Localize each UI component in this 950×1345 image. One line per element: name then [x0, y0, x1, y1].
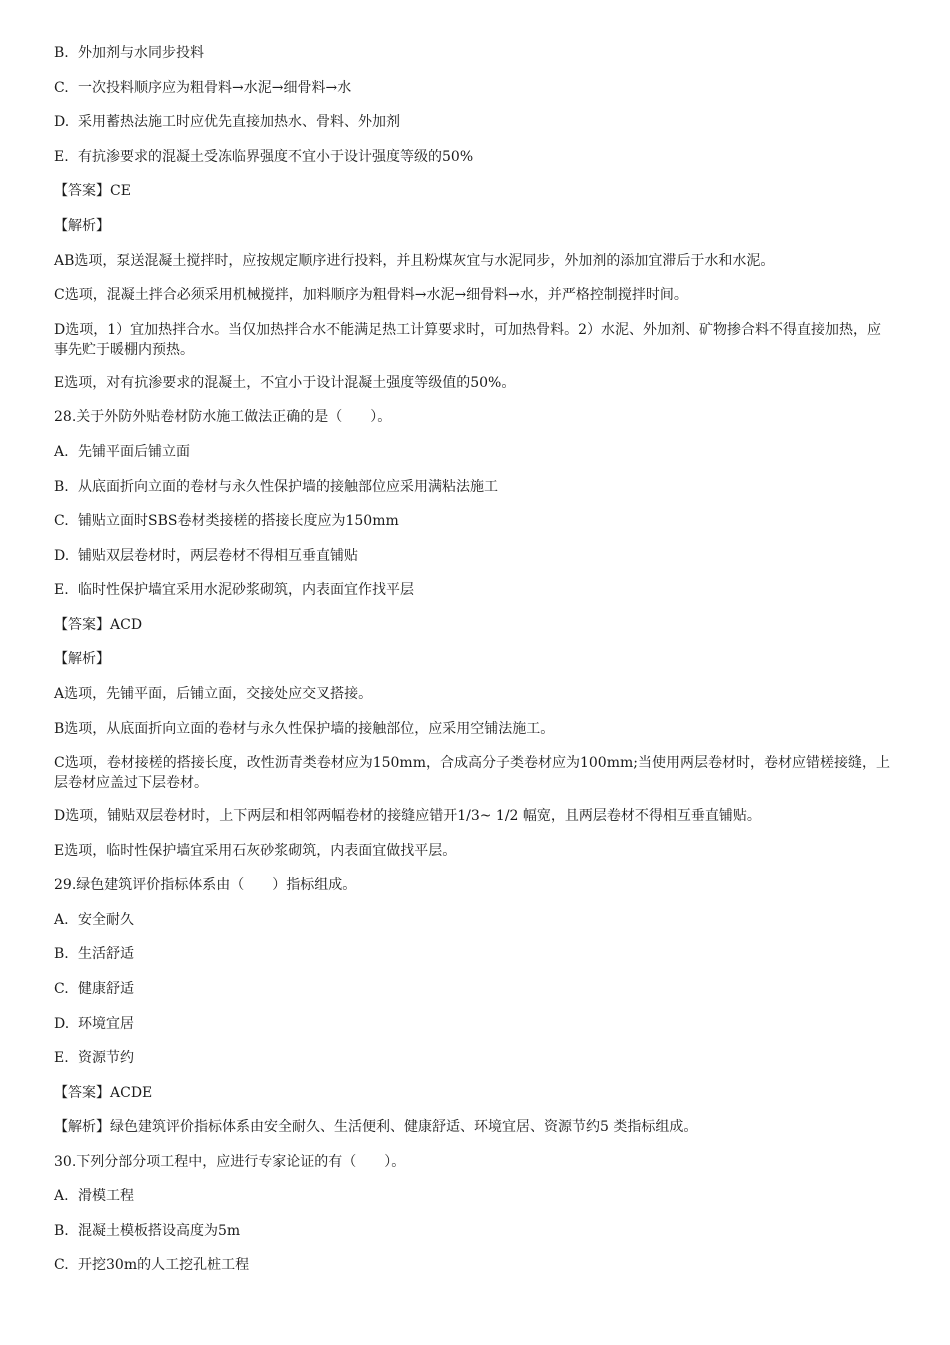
q29-option-d: D. 环境宜居 [54, 1016, 134, 1032]
q27-answer: 【答案】CE [54, 183, 131, 199]
q27-option-e: E. 有抗渗要求的混凝土受冻临界强度不宜小于设计强度等级的50% [54, 149, 474, 165]
q28-option-c: C. 铺贴立面时SBS卷材类接槎的搭接长度应为150mm [54, 513, 399, 529]
q28-analysis-e: E选项，临时性保护墙宜采用石灰砂浆砌筑，内表面宜做找平层。 [54, 843, 457, 859]
q28-analysis-a: A选项，先铺平面，后铺立面，交接处应交叉搭接。 [54, 686, 373, 702]
q30-option-a: A. 滑模工程 [54, 1188, 134, 1204]
q29-option-c: C. 健康舒适 [54, 981, 134, 997]
q28-option-b: B. 从底面折向立面的卷材与永久性保护墙的接触部位应采用满粘法施工 [54, 479, 498, 495]
q27-analysis-ab: AB选项，泵送混凝土搅拌时，应按规定顺序进行投料，并且粉煤灰宜与水泥同步，外加剂的添加宜滞后于水和水泥。 [54, 253, 775, 269]
q27-option-b: B. 外加剂与水同步投料 [54, 45, 204, 61]
q28-option-d: D. 铺贴双层卷材时，两层卷材不得相互垂直铺贴 [54, 548, 358, 564]
q27-option-d: D. 采用蓄热法施工时应优先直接加热水、骨料、外加剂 [54, 114, 400, 130]
q28-analysis-b: B选项，从底面折向立面的卷材与永久性保护墙的接触部位，应采用空铺法施工。 [54, 721, 555, 737]
q29-analysis: 【解析】绿色建筑评价指标体系由安全耐久、生活便利、健康舒适、环境宜居、资源节约5 类指标组成。 [54, 1119, 698, 1135]
q28-option-e: E. 临时性保护墙宜采用水泥砂浆砌筑，内表面宜作找平层 [54, 582, 414, 598]
q30-question: 30.下列分部分项工程中，应进行专家论证的有（ ）。 [54, 1154, 406, 1170]
q30-option-b: B. 混凝土模板搭设高度为5m [54, 1223, 241, 1239]
q28-answer: 【答案】ACD [54, 617, 143, 633]
q27-analysis-label: 【解析】 [54, 218, 110, 234]
q28-analysis-d: D选项，铺贴双层卷材时，上下两层和相邻两幅卷材的接缝应错开1/3~ 1/2 幅宽，且两层卷材不得相互垂直铺贴。 [54, 808, 761, 824]
q28-analysis-c: C选项，卷材接槎的搭接长度，改性沥青类卷材应为150mm，合成高分子类卷材应为100mm;当使用两层卷材时，卷材应错槎接缝，上层卷材应盖过下层卷材。 [54, 755, 890, 791]
q27-option-c: C. 一次投料顺序应为粗骨料→水泥→细骨料→水 [54, 80, 352, 96]
q29-option-e: E. 资源节约 [54, 1050, 134, 1066]
q29-question: 29.绿色建筑评价指标体系由（ ）指标组成。 [54, 877, 357, 893]
q29-answer: 【答案】ACDE [54, 1085, 153, 1101]
q28-option-a: A. 先铺平面后铺立面 [54, 444, 190, 460]
q29-option-b: B. 生活舒适 [54, 946, 134, 962]
q30-option-c: C. 开挖30m的人工挖孔桩工程 [54, 1257, 250, 1273]
q27-analysis-e: E选项，对有抗渗要求的混凝土，不宜小于设计混凝土强度等级值的50%。 [54, 375, 516, 391]
q28-question: 28.关于外防外贴卷材防水施工做法正确的是（ ）。 [54, 409, 392, 425]
q29-option-a: A. 安全耐久 [54, 912, 134, 928]
q27-analysis-d: D选项，1）宜加热拌合水。当仅加热拌合水不能满足热工计算要求时，可加热骨料。2）水泥、外加剂、矿物掺合料不得直接加热，应事先贮于暖棚内预热。 [54, 322, 882, 358]
q27-analysis-c: C选项，混凝土拌合必须采用机械搅拌，加料顺序为粗骨料→水泥→细骨料→水，并严格控制搅拌时间。 [54, 287, 688, 303]
q28-analysis-label: 【解析】 [54, 651, 110, 667]
